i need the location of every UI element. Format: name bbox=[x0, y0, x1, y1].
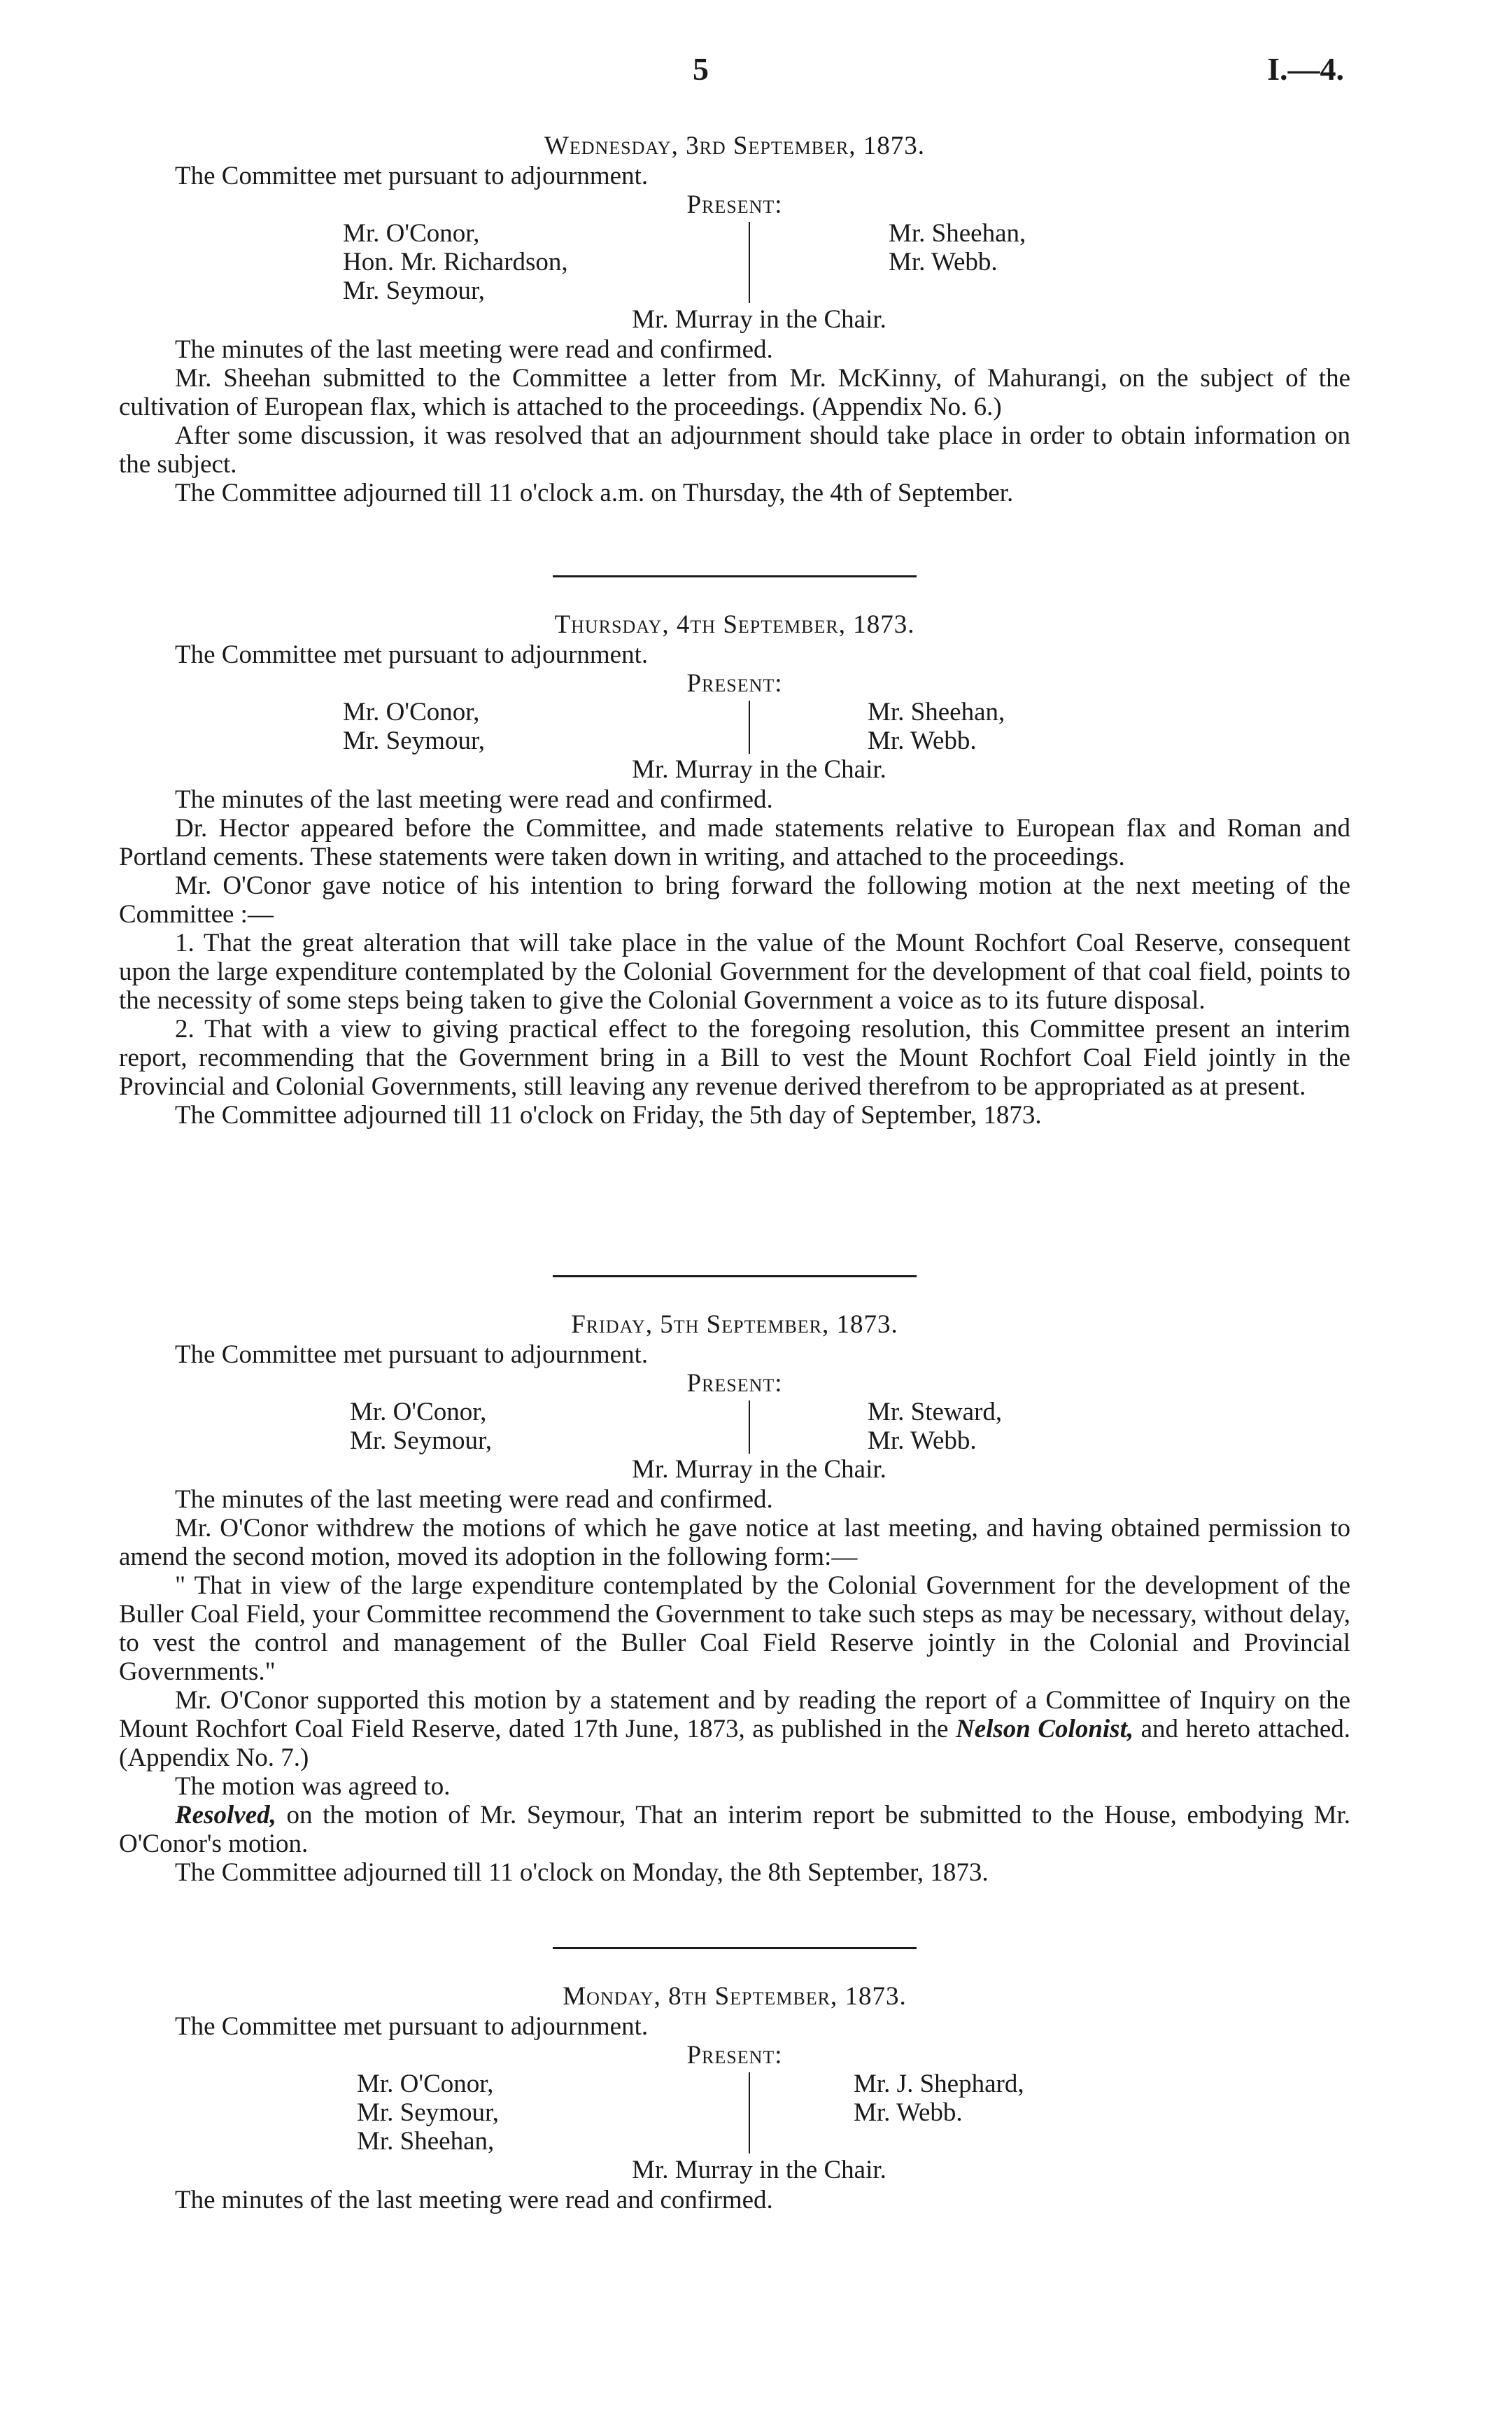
members-left bbox=[357, 2070, 499, 2156]
meeting-opening: The Committee met pursuant to adjournment. bbox=[175, 640, 649, 669]
meeting-date: Friday, 5th September, 1873. bbox=[571, 1310, 898, 1339]
paragraph: The minutes of the last meeting were read and confirmed. bbox=[175, 1485, 773, 1514]
page-header bbox=[0, 51, 1512, 97]
paragraph: Mr. O'Conor withdrew the motions of which he gave notice at last meeting, and having obtained permission to amend the second motion, moved its adoption in the following form:— bbox=[119, 1514, 1350, 1571]
present-heading: Present: bbox=[686, 190, 783, 219]
paragraph: The minutes of the last meeting were read and confirmed. bbox=[175, 335, 773, 364]
chair-line: Mr. Murray in the Chair. bbox=[632, 305, 886, 334]
paragraph: The Committee adjourned till 11 o'clock on Monday, the 8th September, 1873. bbox=[175, 1858, 989, 1887]
column-divider bbox=[749, 2072, 750, 2154]
section-divider bbox=[553, 1947, 917, 1949]
chair-line: Mr. Murray in the Chair. bbox=[632, 755, 886, 784]
member-name: Mr. O'Conor, bbox=[343, 219, 480, 248]
members-right bbox=[868, 1398, 1002, 1455]
member-name: Hon. Mr. Richardson, bbox=[343, 248, 568, 276]
member-name: Mr. Webb. bbox=[854, 2098, 963, 2127]
meeting-friday bbox=[119, 1310, 1350, 1887]
column-divider bbox=[749, 701, 750, 754]
paragraph: The minutes of the last meeting were read and confirmed. bbox=[175, 785, 773, 814]
meeting-monday bbox=[119, 1982, 1350, 2214]
member-name: Mr. Steward, bbox=[868, 1398, 1003, 1426]
member-name: Mr. Webb. bbox=[889, 248, 998, 276]
member-name: Mr. Sheehan, bbox=[868, 698, 1005, 726]
paragraph: The Committee adjourned till 11 o'clock a.m. on Thursday, the 4th of September. bbox=[175, 479, 1014, 507]
present-heading: Present: bbox=[686, 669, 783, 698]
member-name: Mr. J. Shephard, bbox=[854, 2070, 1024, 2098]
paragraph: The motion was agreed to. bbox=[175, 1772, 451, 1801]
member-name: Mr. Seymour, bbox=[357, 2098, 500, 2127]
members-right bbox=[868, 698, 1005, 755]
paragraph-text: and hereto attached. (Appendix No. 7.) bbox=[119, 1715, 1350, 1772]
paragraph: The Committee adjourned till 11 o'clock on Friday, the 5th day of September, 1873. bbox=[175, 1101, 1042, 1130]
column-divider bbox=[749, 1400, 750, 1454]
present-heading: Present: bbox=[686, 1369, 783, 1398]
member-name: Mr. Seymour, bbox=[343, 276, 486, 305]
meeting-opening: The Committee met pursuant to adjournment. bbox=[175, 1340, 649, 1369]
members-right bbox=[889, 219, 1026, 276]
member-name: Mr. Webb. bbox=[868, 726, 977, 755]
member-name: Mr. Seymour, bbox=[343, 726, 486, 755]
paragraph-text: on the motion of Mr. Seymour, That an interim report be submitted to the House, embodying Mr. O'Conor's motion. bbox=[119, 1801, 1351, 1858]
members-left bbox=[343, 219, 568, 305]
paragraph: The minutes of the last meeting were read and confirmed. bbox=[175, 2186, 773, 2214]
attendance-list bbox=[119, 219, 1350, 305]
paragraph: Mr. O'Conor gave notice of his intention to bring forward the following motion at the next meeting of the Committee :— bbox=[119, 871, 1350, 929]
meeting-wednesday bbox=[119, 132, 1350, 507]
attendance-list bbox=[119, 1398, 1350, 1455]
meeting-date: Wednesday, 3rd September, 1873. bbox=[544, 132, 926, 160]
paragraph bbox=[119, 1801, 1350, 1858]
paragraph: After some discussion, it was resolved that an adjournment should take place in order to obtain information on the subject. bbox=[119, 421, 1350, 479]
paragraph-text: Mr. O'Conor supported this motion by a statement and by reading the report of a Committee of Inquiry on the Mount Rochfort Coal Field Reserve, dated 17th June, 1873, as published in the bbox=[119, 1686, 1350, 1743]
chair-line: Mr. Murray in the Chair. bbox=[632, 2156, 886, 2184]
members-left bbox=[343, 698, 485, 755]
resolved-word: Resolved, bbox=[175, 1801, 276, 1829]
meeting-date: Monday, 8th September, 1873. bbox=[563, 1982, 907, 2011]
attendance-list bbox=[119, 698, 1350, 755]
chair-line: Mr. Murray in the Chair. bbox=[632, 1455, 886, 1484]
section-divider bbox=[553, 1275, 917, 1277]
members-right bbox=[854, 2070, 1024, 2127]
paragraph: 2. That with a view to giving practical effect to the foregoing resolution, this Committee present an interim report, recommending that the Government bring in a Bill to vest the Mount Rochfort Coal Field jointly in the Provincial and Colonial Governments, still leaving any revenue derived therefrom to be appropriated as at present. bbox=[119, 1015, 1350, 1101]
paragraph bbox=[119, 1686, 1350, 1772]
attendance-list bbox=[119, 2070, 1350, 2156]
member-name: Mr. Webb. bbox=[868, 1426, 977, 1455]
meeting-opening: The Committee met pursuant to adjournment. bbox=[175, 162, 649, 190]
member-name: Mr. O'Conor, bbox=[350, 1398, 487, 1426]
member-name: Mr. Sheehan, bbox=[889, 219, 1026, 248]
meeting-date: Thursday, 4th September, 1873. bbox=[554, 610, 915, 639]
member-name: Mr. O'Conor, bbox=[357, 2070, 494, 2098]
present-heading: Present: bbox=[686, 2041, 783, 2070]
members-left bbox=[350, 1398, 492, 1455]
member-name: Mr. O'Conor, bbox=[343, 698, 480, 726]
section-divider bbox=[553, 575, 917, 577]
member-name: Mr. Sheehan, bbox=[357, 2127, 495, 2156]
page-number: 5 bbox=[693, 51, 709, 87]
quoted-motion: " That in view of the large expenditure contemplated by the Colonial Government for the development of the Buller Coal Field, your Committee recommend the Government to take such steps as may be necessary, without delay, to vest the control and management of the Buller Coal Field Reserve jointly in the Colonial and Provincial Governments." bbox=[119, 1571, 1350, 1686]
member-name: Mr. Seymour, bbox=[350, 1426, 493, 1455]
newspaper-title: Nelson Colonist, bbox=[955, 1715, 1134, 1743]
paragraph: 1. That the great alteration that will take place in the value of the Mount Rochfort Coal Reserve, consequent upon the large expenditure contemplated by the Colonial Government for the development of that coal field, points to the necessity of some steps being taken to give the Colonial Government a voice as to its future disposal. bbox=[119, 929, 1350, 1015]
paragraph: Mr. Sheehan submitted to the Committee a letter from Mr. McKinny, of Mahurangi, on the subject of the cultivation of European flax, which is attached to the proceedings. (Appendix No. 6.) bbox=[119, 364, 1350, 421]
meeting-thursday bbox=[119, 610, 1350, 1130]
paper-reference: I.—4. bbox=[1267, 51, 1344, 87]
meeting-opening: The Committee met pursuant to adjournment. bbox=[175, 2012, 649, 2041]
column-divider bbox=[749, 222, 750, 303]
paragraph: Dr. Hector appeared before the Committee, and made statements relative to European flax and Roman and Portland cements. These statements were taken down in writing, and attached to the proceedings. bbox=[119, 814, 1350, 871]
